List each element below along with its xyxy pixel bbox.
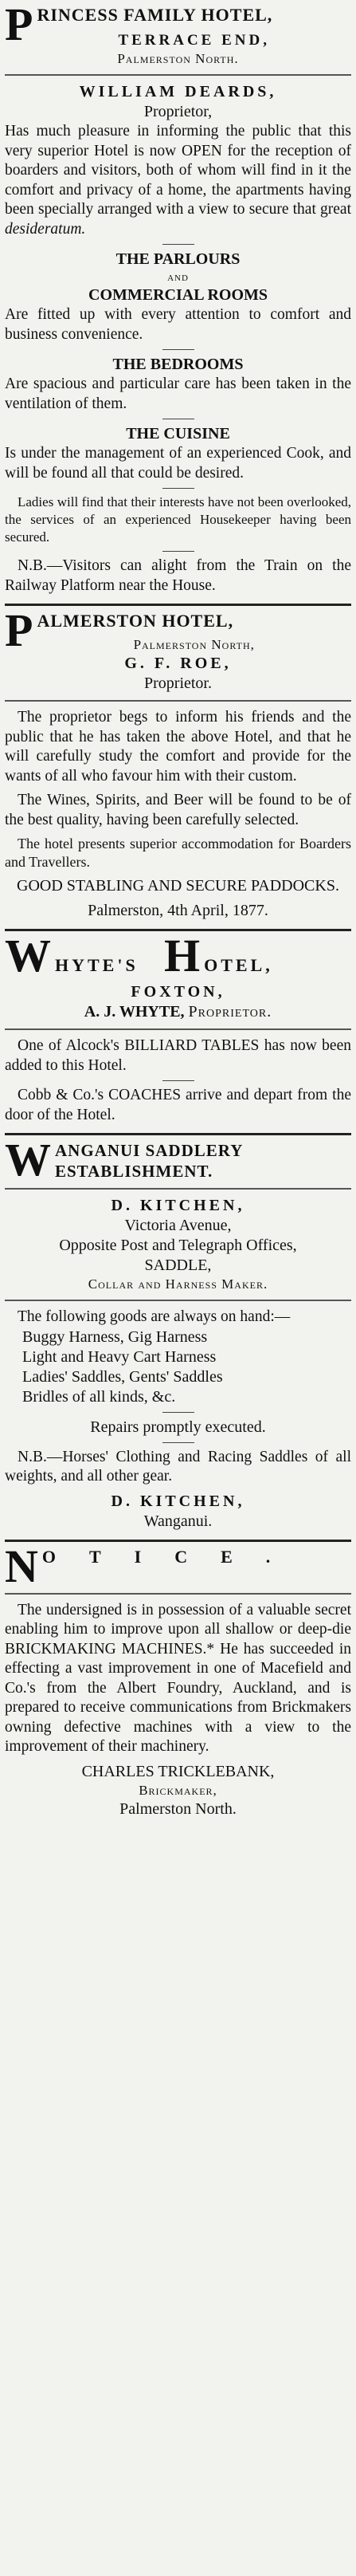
divider — [162, 244, 194, 245]
parlours-title: THE PARLOURS — [115, 250, 241, 268]
divider — [5, 1188, 351, 1190]
saddlery-owner: D. KITCHEN, — [111, 1197, 245, 1214]
whyte-dropcap: W — [5, 930, 52, 981]
notice-dropcap: N — [5, 1540, 39, 1592]
palmerston-hotel-ad — [5, 606, 351, 931]
saddlery-maker: Collar and Harness Maker. — [88, 1276, 268, 1292]
whytes-hotel-ad — [5, 931, 351, 1135]
bedrooms-title: THE BEDROOMS — [112, 356, 244, 373]
saddlery-nb: N.B.—Horses' Clothing and Racing Saddles of all weights, and all other gear. — [5, 1448, 351, 1485]
divider — [5, 74, 351, 76]
list-item: Ladies' Saddles, Gents' Saddles — [22, 1367, 223, 1386]
notice-title: OTICE. — [41, 1546, 304, 1567]
bedrooms-text: Are spacious and particular care has been taken in the ventilation of them. — [5, 376, 351, 412]
princess-owner-role: Proprietor, — [143, 103, 213, 120]
princess-owner: WILLIAM DEARDS, — [79, 83, 277, 100]
divider — [162, 1080, 194, 1081]
palmerston-para3: The hotel presents superior accommodation for Boarders and Travellers. — [5, 836, 351, 870]
palmerston-stabling: GOOD STABLING AND SECURE PADDOCKS. — [17, 877, 339, 895]
saddlery-repairs: Repairs promptly executed. — [90, 1418, 266, 1436]
divider — [162, 551, 194, 552]
saddlery-title-a: ANGANUI SADDLERY — [55, 1141, 244, 1160]
divider — [162, 488, 194, 489]
saddlery-sign-name: D. KITCHEN, — [111, 1492, 245, 1510]
divider — [5, 1300, 351, 1301]
whyte-billiards: One of Alcock's BILLIARD TABLES has now been added to this Hotel. — [5, 1037, 351, 1074]
palmerston-title: ALMERSTON HOTEL, — [37, 611, 234, 631]
whyte-title-b: OTEL, — [204, 955, 273, 975]
divider — [162, 349, 194, 350]
palmerston-owner: G. F. ROE, — [124, 655, 232, 672]
notice-heading — [5, 1540, 351, 1592]
parlours-and: and — [167, 271, 189, 284]
whyte-owner-role: Proprietor. — [188, 1003, 272, 1021]
palmerston-para1: The proprietor begs to inform his friends and the public that he has taken the above Hotel, and that he will carefully study the comfort and provide for the wants of all who favour him with their custom. — [5, 709, 351, 785]
princess-title: RINCESS FAMILY HOTEL, — [37, 5, 273, 25]
notice-sign-role: Brickmaker, — [139, 1782, 217, 1798]
parlours-text: Are fitted up with every attention to comfort and business convenience. — [5, 306, 351, 343]
whyte-owner: A. J. WHYTE, — [84, 1003, 185, 1021]
palmerston-owner-role: Proprietor. — [144, 674, 212, 692]
saddlery-heading — [5, 1134, 351, 1186]
princess-hotel-ad — [5, 0, 351, 606]
saddlery-sign-town: Wanganui. — [143, 1512, 213, 1530]
notice-ad — [5, 1542, 351, 1827]
divider — [5, 1028, 351, 1030]
divider — [162, 1442, 194, 1443]
list-item: Light and Heavy Cart Harness — [22, 1347, 217, 1366]
princess-nb: N.B.—Visitors can alight from the Train on the Railway Platform near the House. — [5, 557, 351, 594]
palmerston-town: Palmerston North, — [133, 637, 255, 652]
saddlery-saddle: SADDLE, — [144, 1257, 212, 1274]
commercial-title: COMMERCIAL ROOMS — [88, 286, 268, 304]
whyte-heading — [5, 930, 351, 981]
saddlery-goods-list — [5, 1327, 351, 1407]
list-item: Buggy Harness, Gig Harness — [22, 1327, 208, 1346]
saddlery-title-b: ESTABLISHMENT. — [55, 1162, 213, 1181]
cuisine-text: Is under the management of an experienced Cook, and will be found all that could be desired. — [5, 445, 351, 482]
divider — [5, 1593, 351, 1595]
saddlery-goods-intro: The following goods are always on hand:— — [18, 1308, 291, 1325]
divider — [162, 1412, 194, 1413]
princess-dropcap: P — [5, 0, 34, 50]
whyte-title-a: HYTE'S — [55, 955, 139, 975]
saddlery-opposite: Opposite Post and Telegraph Offices, — [59, 1237, 297, 1254]
notice-sign-town: Palmerston North. — [119, 1799, 237, 1818]
saddlery-dropcap: W — [5, 1134, 52, 1186]
whyte-coaches: Cobb & Co.'s COACHES arrive and depart from the door of the Hotel. — [5, 1087, 351, 1123]
wanganui-saddlery-ad — [5, 1135, 351, 1542]
ladies-text: Ladies will find that their interests have not been overlooked, the services of an experienced Housekeeper having been secured. — [5, 494, 351, 545]
princess-intro: Has much pleasure in informing the public that this very superior Hotel is now OPEN for the reception of boarders and visitors, both of whom will find in it the comfort and privacy of a home, the apartments having been specially arranged with a view to secure that great desideratum. — [5, 123, 351, 238]
notice-sign-name: CHARLES TRICKLEBANK, — [81, 1762, 275, 1780]
whyte-town: FOXTON, — [131, 983, 225, 1001]
cuisine-title: THE CUISINE — [126, 425, 230, 442]
whyte-owner-line — [5, 1002, 351, 1022]
princess-town: Palmerston North. — [117, 51, 239, 66]
palmerston-para2: The Wines, Spirits, and Beer will be found to be of the best quality, having been carefully selected. — [5, 792, 351, 828]
saddlery-street: Victoria Avenue, — [124, 1217, 232, 1234]
notice-text: The undersigned is in possession of a valuable secret enabling him to improve upon all shallow or deep-die BRICKMAKING MACHINES.* He has succeeded in effecting a vast improvement in one of Macefield and Co.'s from the Albert Foundry, Auckland, and is prepared to receive communications from Brickmakers owning defective machines with a view to the improvement of their machinery. — [5, 1601, 351, 1755]
palmerston-dropcap: P — [5, 604, 34, 656]
palmerston-date: Palmerston, 4th April, 1877. — [88, 902, 268, 919]
princess-address: TERRACE END, — [118, 32, 270, 49]
whyte-dropcap-2: H — [163, 930, 201, 981]
list-item: Bridles of all kinds, &c. — [22, 1387, 176, 1406]
divider — [5, 700, 351, 702]
